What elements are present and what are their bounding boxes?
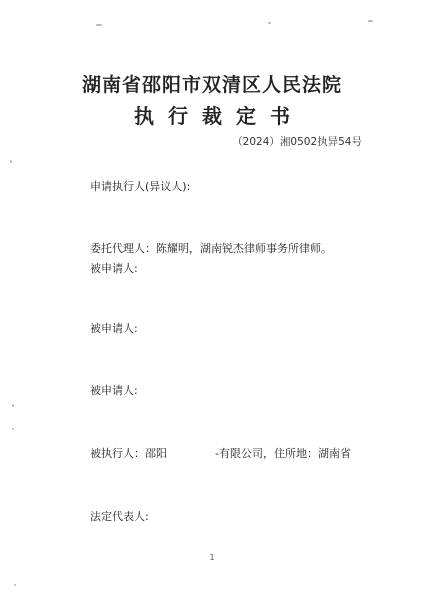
respondent-line-2: 被申请人: bbox=[90, 322, 138, 335]
scan-speck bbox=[368, 20, 373, 22]
executed-party-prefix: 被执行人：邵阳 bbox=[90, 447, 167, 460]
document-title: 执行裁定书 bbox=[134, 104, 304, 128]
scan-speck bbox=[14, 584, 16, 586]
court-name: 湖南省邵阳市双清区人民法院 bbox=[81, 74, 342, 96]
scan-speck bbox=[12, 428, 14, 430]
applicant-line: 申请执行人(异议人): bbox=[90, 180, 191, 193]
respondent-line-3: 被申请人: bbox=[90, 384, 138, 397]
page-number: 1 bbox=[209, 553, 215, 562]
scan-speck bbox=[268, 22, 271, 24]
legal-representative-line: 法定代表人: bbox=[90, 510, 149, 523]
executed-party-line bbox=[90, 445, 351, 461]
agent-line: 委托代理人：陈耀明，湖南锐杰律师事务所律师。 bbox=[90, 242, 332, 255]
scan-speck bbox=[12, 404, 14, 407]
respondent-line-1: 被申请人: bbox=[90, 262, 138, 275]
case-number: （2024）湘0502执异54号 bbox=[232, 136, 362, 148]
executed-party-suffix: -有限公司，住所地：湖南省 bbox=[215, 447, 351, 460]
scan-speck bbox=[10, 160, 12, 163]
scan-speck bbox=[96, 24, 102, 26]
